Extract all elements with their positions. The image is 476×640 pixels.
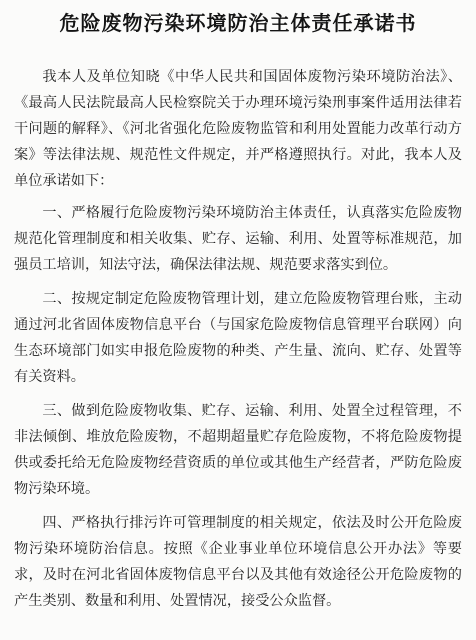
- title-spacer: [14, 38, 462, 64]
- intro-paragraph: 我本人及单位知晓《中华人民共和国固体废物污染环境防治法》、《最高人民法院最高人民检察院关于办理环境污染刑事案件适用法律若干问题的解释》、《河北省强化危险废物监管和利用处置能力改革行动方案》等法律法规、规范性文件规定，并严格遵照执行。对此，我本人及单位承诺如下：: [14, 69, 462, 189]
- commitment-paragraph-2: 二、按规定制定危险废物管理计划，建立危险废物管理台账，主动通过河北省固体废物信息平台（与国家危险废物信息管理平台联网）向生态环境部门如实申报危险废物的种类、产生量、流向、贮存、处置等有关资料。: [14, 291, 462, 385]
- commitment-paragraph-4: 四、严格执行排污许可管理制度的相关规定，依法及时公开危险废物污染环境防治信息。按照《企业事业单位环境信息公开办法》等要求，及时在河北省固体废物信息平台以及其他有效途径公开危险废物的产生类别、数量和利用、处置情况，接受公众监督。: [14, 515, 462, 609]
- document-title: 危险废物污染环境防治主体责任承诺书: [59, 11, 417, 35]
- commitment-paragraph-3: 三、做到危险废物收集、贮存、运输、利用、处置全过程管理，不非法倾倒、堆放危险废物，不超期超量贮存危险废物，不将危险废物提供或委托给无危险废物经营资质的单位或其他生产经营者，严防危险废物污染环境。: [14, 403, 462, 497]
- commitment-paragraph-1: 一、严格履行危险废物污染环境防治主体责任，认真落实危险废物规范化管理制度和相关收集、贮存、运输、利用、处置等标准规范，加强员工培训，知法守法，确保法律法规、规范要求落实到位。: [14, 205, 462, 273]
